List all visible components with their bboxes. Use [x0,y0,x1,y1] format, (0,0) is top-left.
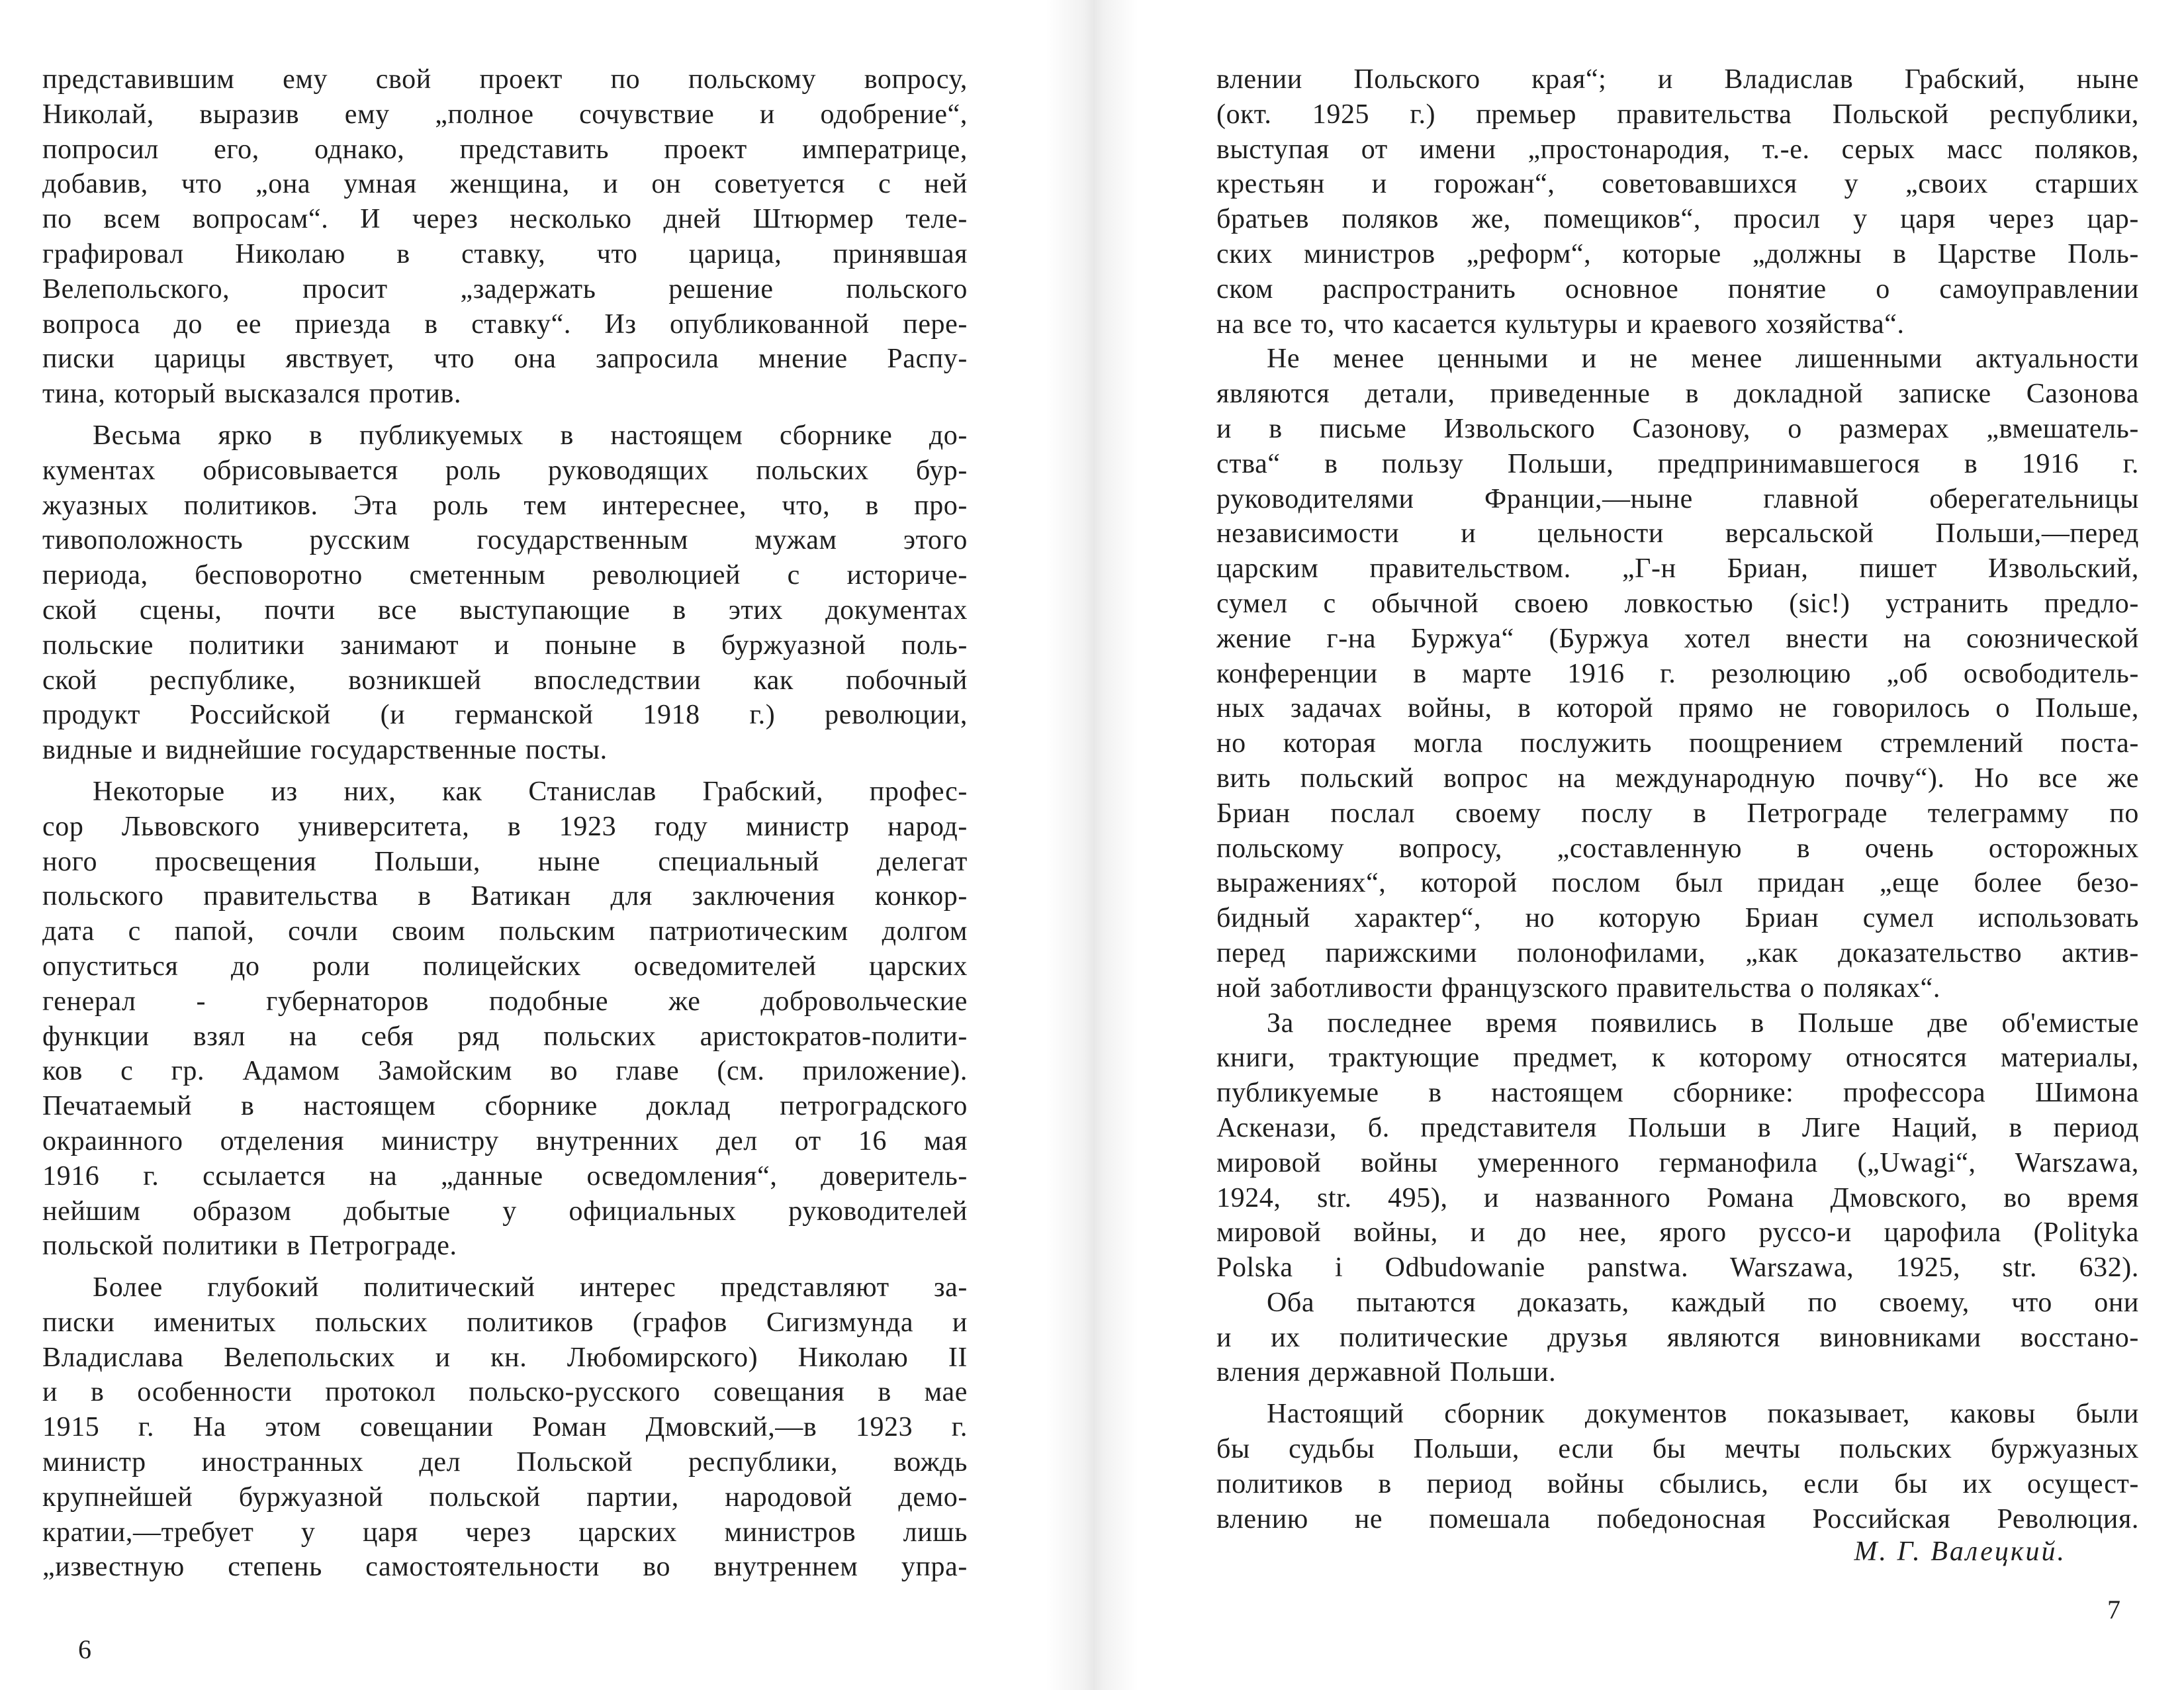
text-line: дата с папой, сочли своим польским патриотическим долгом [42,916,968,947]
text-line: выступая от имени „простонародия, т.-е. серых масс поляков, [1216,134,2139,165]
text-line: кратии,—требует у царя через царских министров лишь [42,1517,968,1548]
text-line: ков с гр. Адамом Замойским во главе (см. приложение). [42,1056,968,1087]
text-line: кументах обрисовывается роль руководящих польских бур- [42,455,968,486]
text-line: тина, который высказался против. [42,379,462,410]
text-line: министр иностранных дел Польской республики, вождь [42,1447,968,1478]
paragraph-start-line: Некоторые из них, как Станислав Грабский, профес- [93,776,968,807]
text-line: (окт. 1925 г.) премьер правительства Польской республики, [1216,99,2139,130]
text-line: добавив, что „она умная женщина, и он советуется с ней [42,169,968,200]
text-line: Николай, выразив ему „полное сочувствие и одобрение“, [42,99,968,130]
right-page [1216,0,2139,1690]
text-line: польские политики занимают и поныне в буржуазной поль- [42,630,968,661]
text-line: мировой войны умеренного германофила („Uwagi“, Warszawa, [1216,1147,2139,1178]
paragraph-start-line: Не менее ценными и не менее лишенными актуальности [1267,344,2139,375]
text-line: сумел с обычной своею ловкостью (sic!) устранить предло- [1216,588,2139,619]
text-line: руководителями Франции,—ныне главной оберегательницы [1216,483,2139,514]
text-line: Печатаемый в настоящем сборнике доклад петроградского [42,1091,968,1122]
paragraph-start-line: Более глубокий политический интерес представляют за- [93,1272,968,1303]
text-line: писки царицы явствует, что она запросила мнение Распу- [42,344,968,375]
text-line: Велепольского, просит „задержать решение польского [42,273,968,305]
text-line: мировой войны, и до нее, ярого руссо-и царофила (Polityka [1216,1217,2139,1248]
text-line: нейшим образом добытые у официальных руководителей [42,1196,968,1227]
text-line: периода, бесповоротно сметенным революцией с историче- [42,560,968,591]
left-page [42,0,968,1690]
text-line: польской политики в Петрограде. [42,1231,457,1262]
text-line: и их политические друзья являются виновниками восстано- [1216,1322,2139,1353]
text-line: продукт Российской (и германской 1918 г.) революции, [42,700,968,731]
text-line: ской республике, возникшей впоследствии как побочный [42,665,968,696]
text-line: независимости и цельности версальской Польши,—перед [1216,518,2139,549]
text-line: окраинного отделения министру внутренних дел от 16 мая [42,1125,968,1156]
author-signature: М. Г. Валецкий. [1854,1536,2066,1567]
text-line: влении Польского края“; и Владислав Грабский, ныне [1216,64,2139,95]
text-line: опуститься до роли полицейских осведомителей царских [42,951,968,982]
text-line: конференции в марте 1916 г. резолюцию „об освободитель- [1216,658,2139,689]
text-line: 1924, str. 495), и названного Романа Дмовского, во время [1216,1182,2139,1213]
text-line: вопроса до ее приезда в ставку“. Из опубликованной пере- [42,308,968,340]
text-line: представившим ему свой проект по польскому вопросу, [42,64,968,95]
text-line: ства“ в пользу Польши, предпринимавшегося в 1916 г. [1216,448,2139,479]
text-line: Polska i Odbudowanie panstwa. Warszawa, 1925, str. 632). [1216,1252,2139,1284]
text-line: по всем вопросам“. И через несколько дней Штюрмер теле- [42,204,968,235]
paragraph-start-line: За последнее время появились в Польше две об'емистые [1267,1008,2139,1039]
text-line: на все то, что касается культуры и краевого хозяйства“. [1216,308,1905,340]
text-line: видные и виднейшие государственные посты. [42,735,608,766]
text-line: но которая могла послужить поощрением стремлений поста- [1216,728,2139,759]
paragraph-start-line: Весьма ярко в публикуемых в настоящем сборнике до- [93,420,968,451]
text-line: перед парижскими полонофилами, „как доказательство актив- [1216,937,2139,968]
text-line: жение г-на Буржуа“ (Буржуа хотел внести на союзнической [1216,623,2139,654]
text-line: ного просвещения Польши, ныне специальный делегат [42,846,968,877]
text-line: выражениях“, которой послом был придан „еще более безо- [1216,868,2139,899]
text-line: „известную степень самостоятельности во внутреннем упра- [42,1552,968,1583]
text-line: вить польский вопрос на международную почву“). Но все же [1216,763,2139,794]
right-page-text [1216,62,2139,1536]
text-line: ском распространить основное понятие о самоуправлении [1216,273,2139,305]
text-line: жуазных политиков. Эта роль тем интереснее, что, в про- [42,490,968,521]
text-line: ной заботливости французского правительства о поляках“. [1216,972,1941,1004]
text-line: и в письме Извольского Сазонову, о размерах „вмешатель- [1216,413,2139,444]
text-line: бы судьбы Польши, если бы мечты польских буржуазных [1216,1434,2139,1465]
paragraph-start-line: Настоящий сборник документов показывает, каковы были [1267,1399,2139,1430]
text-line: 1915 г. На этом совещании Роман Дмовский,—в 1923 г. [42,1412,968,1443]
page-number: 7 [2107,1595,2120,1624]
text-line: являются детали, приведенные в докладной записке Сазонова [1216,379,2139,410]
text-line: братьев поляков же, помещиков“, просил у царя через цар- [1216,204,2139,235]
text-line: вления державной Польши. [1216,1357,1557,1388]
text-line: политиков в период войны сбылись, если бы их осущест- [1216,1468,2139,1499]
text-line: ской сцены, почти все выступающие в этих документах [42,594,968,626]
text-line: Аскенази, б. представителя Польши в Лиге Наций, в период [1216,1112,2139,1143]
text-line: графировал Николаю в ставку, что царица, принявшая [42,238,968,269]
text-line: крупнейшей буржуазной польской партии, народовой демо- [42,1481,968,1513]
text-line: писки именитых польских политиков (графов Сигизмунда и [42,1307,968,1338]
text-line: Владислава Велепольских и кн. Любомирского) Николаю II [42,1342,968,1373]
text-line: бидный характер“, но которую Бриан сумел использовать [1216,903,2139,934]
text-line: польского правительства в Ватикан для заключения конкор- [42,881,968,912]
text-line: 1916 г. ссылается на „данные осведомления“, доверитель- [42,1160,968,1192]
text-line: книги, трактующие предмет, к которому относятся материалы, [1216,1043,2139,1074]
text-line: и в особенности протокол польско-русского совещания в мае [42,1377,968,1408]
text-line: функции взял на себя ряд польских аристократов-полити- [42,1021,968,1052]
paragraph-start-line: Оба пытаются доказать, каждый по своему, что они [1267,1287,2139,1318]
text-line: крестьян и горожан“, советовавшихся у „своих старших [1216,169,2139,200]
left-page-text [42,62,968,1585]
text-line: тивоположность русским государственным мужам этого [42,525,968,556]
text-line: влению не помешала победоносная Российская Революция. [1216,1503,2139,1534]
text-line: попросил его, однако, представить проект императрице, [42,134,968,165]
text-line: генерал - губернаторов подобные же добровольческие [42,986,968,1017]
text-line: польскому вопросу, „составленную в очень осторожных [1216,833,2139,864]
text-line: царским правительством. „Г-н Бриан, пишет Извольский, [1216,553,2139,585]
text-line: Бриан послал своему послу в Петрограде телеграмму по [1216,798,2139,829]
text-line: сор Львовского университета, в 1923 году министр народ- [42,811,968,842]
book-gutter [1046,0,1138,1690]
page-number: 6 [78,1634,91,1664]
text-line: ных задачах войны, в которой прямо не говорилось о Польше, [1216,693,2139,724]
text-line: ских министров „реформ“, которые „должны в Царстве Поль- [1216,238,2139,269]
text-line: публикуемые в настоящем сборнике: профессора Шимона [1216,1078,2139,1109]
